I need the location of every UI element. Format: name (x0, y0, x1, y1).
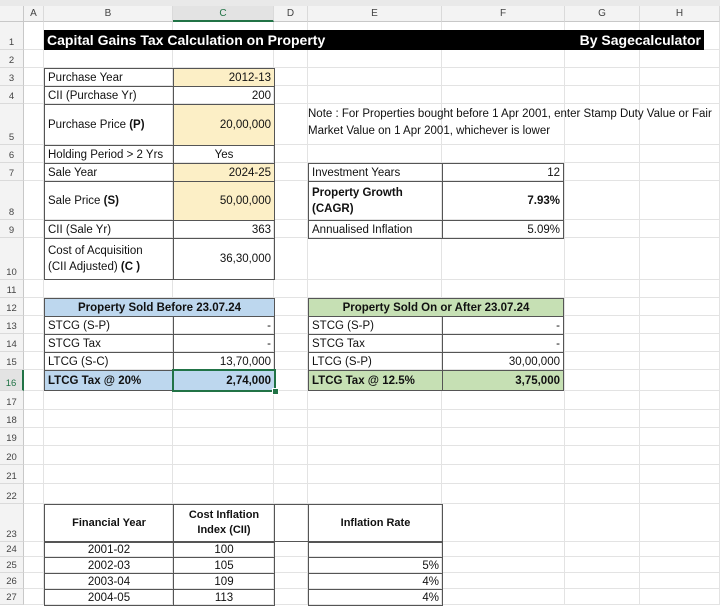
fill-handle[interactable] (272, 388, 279, 395)
holding-period-cell[interactable]: Yes (173, 145, 275, 164)
label-cii-sale: CII (Sale Yr) (44, 220, 174, 239)
after-label-stcg: STCG (S-P) (308, 316, 443, 335)
cii-index-cell[interactable]: 100 (173, 542, 275, 558)
note-text: Note : For Properties bought before 1 Apr 2001, enter Stamp Duty Value or Fair Market Value on 1 Apr 2001, whichever is lower (308, 108, 712, 137)
after-label-ltcg-tax: LTCG Tax @ 12.5% (308, 370, 443, 391)
row-header-15[interactable]: 15 (0, 352, 24, 370)
before-table-header: Property Sold Before 23.07.24 (44, 298, 275, 317)
select-all-corner[interactable] (0, 6, 24, 22)
row-header-17[interactable]: 17 (0, 391, 24, 410)
row-header-16[interactable]: 16 (0, 370, 24, 391)
row-header-9[interactable]: 9 (0, 220, 24, 238)
cii-sale-cell[interactable]: 363 (173, 220, 275, 239)
sale-price-label-suffix: (S) (103, 195, 119, 207)
cii-year-cell[interactable]: 2002-03 (44, 557, 174, 574)
cii-rate-cell[interactable]: 4% (308, 573, 443, 590)
label-cost-of-acquisition (44, 238, 174, 280)
brand-label: By Sagecalculator (579, 32, 701, 48)
purchase-price-label-suffix: (P) (129, 119, 145, 131)
sale-year-cell[interactable]: 2024-25 (173, 163, 275, 182)
cii-index-cell[interactable]: 105 (173, 557, 275, 574)
cii-rate-cell[interactable]: 4% (308, 589, 443, 606)
cii-index-cell[interactable]: 113 (173, 589, 275, 606)
row-header-10[interactable]: 10 (0, 238, 24, 280)
label-cii-purchase: CII (Purchase Yr) (44, 86, 174, 105)
gridline-horizontal (24, 427, 720, 428)
row-header-24[interactable]: 24 (0, 542, 24, 557)
before-label-ltcg-tax: LTCG Tax @ 20% (44, 370, 174, 391)
row-header-4[interactable]: 4 (0, 86, 24, 104)
row-header-23[interactable]: 23 (0, 504, 24, 542)
gridline-horizontal (24, 464, 720, 465)
cii-header-financial-year: Financial Year (44, 504, 174, 542)
cii-year-cell[interactable]: 2003-04 (44, 573, 174, 590)
cii-header-inflation-rate: Inflation Rate (308, 504, 443, 542)
after-label-ltcg: LTCG (S-P) (308, 352, 443, 371)
column-header-g[interactable]: G (565, 6, 640, 22)
after-ltcg-cell[interactable]: 30,00,000 (442, 352, 564, 371)
after-stcg-tax-cell[interactable]: - (442, 334, 564, 353)
label-sale-year: Sale Year (44, 163, 174, 182)
active-cell-selection (172, 369, 276, 392)
cii-header-spacer (274, 504, 309, 542)
label-investment-years: Investment Years (308, 163, 443, 182)
coa-label-suffix: (C ) (120, 261, 141, 273)
label-sale-price (44, 181, 174, 221)
annualised-inflation-cell[interactable]: 5.09% (442, 220, 564, 239)
before-label-ltcg: LTCG (S-C) (44, 352, 174, 371)
column-header-c[interactable]: C (173, 6, 274, 22)
row-header-5[interactable]: 5 (0, 104, 24, 145)
row-header-7[interactable]: 7 (0, 163, 24, 181)
column-header-d[interactable]: D (274, 6, 308, 22)
before-label-stcg-tax: STCG Tax (44, 334, 174, 353)
gridline-horizontal (24, 483, 720, 484)
gridline-horizontal (24, 409, 720, 410)
row-header-26[interactable]: 26 (0, 573, 24, 589)
row-header-22[interactable]: 22 (0, 484, 24, 504)
column-header-f[interactable]: F (442, 6, 565, 22)
before-stcg-cell[interactable]: - (173, 316, 275, 335)
row-header-3[interactable]: 3 (0, 68, 24, 86)
cii-year-cell[interactable]: 2001-02 (44, 542, 174, 558)
purchase-year-cell[interactable]: 2012-13 (173, 68, 275, 87)
gridline-horizontal (24, 445, 720, 446)
row-header-1[interactable]: 1 (0, 22, 24, 50)
coa-label-line2-text: (CII Adjusted) (48, 261, 118, 273)
cii-purchase-cell[interactable]: 200 (173, 86, 275, 105)
row-header-19[interactable]: 19 (0, 428, 24, 446)
row-header-27[interactable]: 27 (0, 589, 24, 605)
coa-label-line2 (48, 259, 140, 275)
cii-rate-cell[interactable]: 5% (308, 557, 443, 574)
cii-index-cell[interactable]: 109 (173, 573, 275, 590)
column-header-e[interactable]: E (308, 6, 442, 22)
column-header-a[interactable]: A (24, 6, 44, 22)
label-annualised-inflation: Annualised Inflation (308, 220, 443, 239)
before-ltcg-cell[interactable]: 13,70,000 (173, 352, 275, 371)
before-ltcg-tax-cell[interactable]: 2,74,000 (173, 370, 275, 391)
row-header-20[interactable]: 20 (0, 446, 24, 465)
cii-header-index: Cost Inflation Index (CII) (173, 504, 275, 542)
cost-of-acquisition-cell[interactable]: 36,30,000 (173, 238, 275, 280)
after-stcg-cell[interactable]: - (442, 316, 564, 335)
row-header-13[interactable]: 13 (0, 316, 24, 334)
column-header-h[interactable]: H (640, 6, 720, 22)
after-ltcg-tax-cell[interactable]: 3,75,000 (442, 370, 564, 391)
row-header-18[interactable]: 18 (0, 410, 24, 428)
row-header-6[interactable]: 6 (0, 145, 24, 163)
coa-label-line1: Cost of Acquisition (48, 245, 143, 257)
row-header-8[interactable]: 8 (0, 181, 24, 220)
sale-price-cell[interactable]: 50,00,000 (173, 181, 275, 221)
row-header-21[interactable]: 21 (0, 465, 24, 484)
after-label-stcg-tax: STCG Tax (308, 334, 443, 353)
label-property-growth: Property Growth (CAGR) (308, 181, 443, 221)
row-header-25[interactable]: 25 (0, 557, 24, 573)
property-growth-cell[interactable]: 7.93% (442, 181, 564, 221)
label-holding-period: Holding Period > 2 Yrs (44, 145, 174, 164)
sheet-title: Capital Gains Tax Calculation on Property (47, 32, 326, 48)
row-header-14[interactable]: 14 (0, 334, 24, 352)
label-purchase-year: Purchase Year (44, 68, 174, 87)
purchase-price-label-text: Purchase Price (48, 119, 126, 131)
label-purchase-price (44, 104, 174, 146)
cii-year-cell[interactable]: 2004-05 (44, 589, 174, 606)
purchase-price-cell[interactable]: 20,00,000 (173, 104, 275, 146)
column-header-b[interactable]: B (44, 6, 173, 22)
row-header-2[interactable]: 2 (0, 50, 24, 68)
before-stcg-tax-cell[interactable]: - (173, 334, 275, 353)
title-bar (44, 30, 704, 50)
row-header-11[interactable]: 11 (0, 280, 24, 298)
investment-years-cell[interactable]: 12 (442, 163, 564, 182)
after-table-header: Property Sold On or After 23.07.24 (308, 298, 564, 317)
row-header-12[interactable]: 12 (0, 298, 24, 316)
cii-rate-cell[interactable] (308, 542, 443, 558)
before-label-stcg: STCG (S-P) (44, 316, 174, 335)
sale-price-label-text: Sale Price (48, 195, 101, 207)
